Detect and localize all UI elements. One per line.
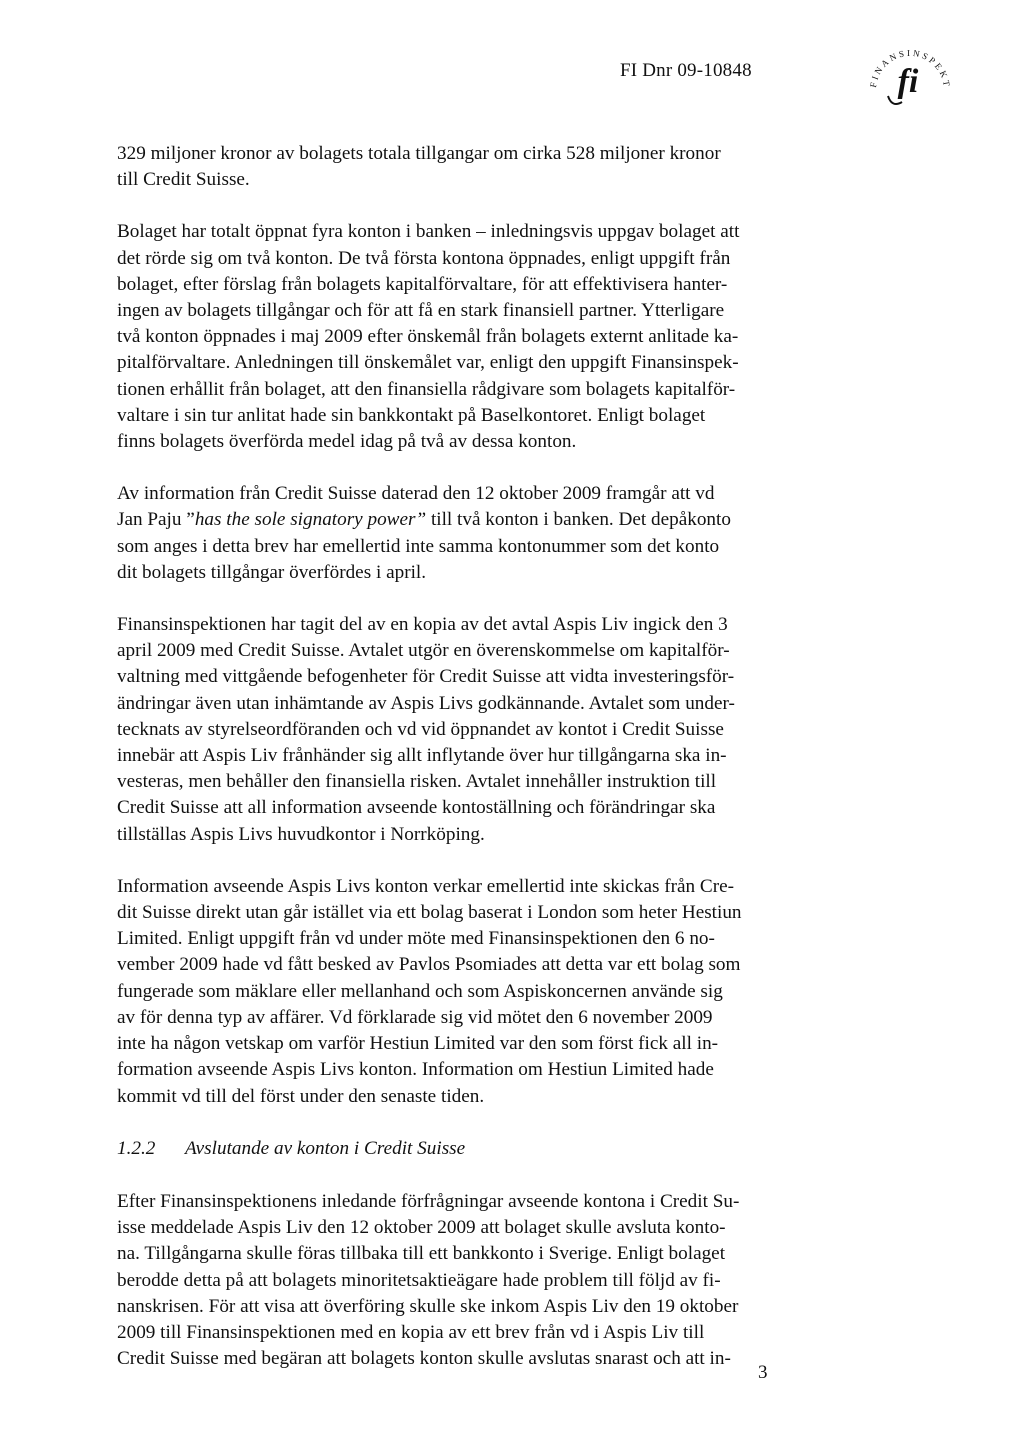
- text-line: vember 2009 hade vd fått besked av Pavlos Psomiades att detta var ett bolag som: [117, 954, 741, 976]
- paragraph-4: [117, 612, 789, 848]
- section-number: 1.2.2: [117, 1137, 156, 1159]
- text-line: två konton öppnades i maj 2009 efter önskemål från bolagets externt anlitade ka-: [117, 326, 739, 348]
- text-line: Efter Finansinspektionens inledande förfrågningar avseende kontona i Credit Su-: [117, 1190, 740, 1212]
- section-title: Avslutande av konton i Credit Suisse: [185, 1137, 466, 1159]
- paragraph-3: [117, 481, 789, 586]
- text-segment: Jan Paju ”: [117, 509, 195, 531]
- section-heading: [117, 1136, 789, 1162]
- text-line: dit Suisse direkt utan går istället via ett bolag baserat i London som heter Hestiun: [117, 902, 742, 924]
- paragraph-5: [117, 874, 789, 1110]
- text-line: inte ha någon vetskap om varför Hestiun Limited var den som först fick all in-: [117, 1033, 719, 1055]
- svg-text:fi: fi: [897, 63, 919, 100]
- text-line: finns bolagets överförda medel idag på två av dessa konton.: [117, 431, 577, 453]
- fi-logo-icon: [862, 28, 956, 122]
- svg-text:FINANSINSPEKTIONEN: FINANSINSPEKT: [867, 47, 953, 90]
- text-line: bolaget, efter förslag från bolagets kapitalförvaltare, för att effektivisera hanter-: [117, 273, 728, 295]
- quoted-phrase: has the sole signatory power”: [194, 509, 427, 531]
- text-line: av för denna typ av affärer. Vd förklarade sig vid mötet den 6 november 2009: [117, 1006, 713, 1028]
- text-line: Finansinspektionen har tagit del av en kopia av det avtal Aspis Liv ingick den 3: [117, 614, 728, 636]
- text-line: tecknats av styrelseordföranden och vd vid öppnandet av kontot i Credit Suisse: [117, 718, 724, 740]
- document-reference: FI Dnr 09-10848: [620, 60, 752, 81]
- text-line: berodde detta på att bolagets minoritetsaktieägare hade problem till följd av fi-: [117, 1269, 721, 1291]
- text-line: na. Tillgångarna skulle föras tillbaka till ett bankkonto i Sverige. Enligt bolaget: [117, 1243, 726, 1265]
- text-line: isse meddelade Aspis Liv den 12 oktober 2009 att bolaget skulle avsluta konto-: [117, 1217, 726, 1239]
- text-line: valtare i sin tur anlitat hade sin bankkontakt på Baselkontoret. Enligt bolaget: [117, 404, 706, 426]
- text-line: som anges i detta brev har emellertid inte samma kontonummer som det konto: [117, 535, 720, 557]
- text-line: 329 miljoner kronor av bolagets totala tillgangar om cirka 528 miljoner kronor: [117, 143, 721, 164]
- text-line: Credit Suisse att all information avseende kontoställning och förändringar ska: [117, 797, 716, 819]
- text-line-with-quote: [117, 507, 789, 533]
- text-line: vesteras, men behåller den finansiella risken. Avtalet innehåller instruktion till: [117, 771, 717, 793]
- paragraph-6: [117, 1189, 789, 1372]
- text-line: till Credit Suisse.: [117, 169, 250, 191]
- text-line: Bolaget har totalt öppnat fyra konton i banken – inledningsvis uppgav bolaget att: [117, 221, 740, 243]
- text-line: 2009 till Finansinspektionen med en kopia av ett brev från vd i Aspis Liv till: [117, 1321, 705, 1343]
- text-line: Limited. Enligt uppgift från vd under möte med Finansinspektionen den 6 no-: [117, 928, 715, 950]
- document-body: [117, 141, 789, 1398]
- page-number: 3: [758, 1362, 768, 1383]
- text-line: tionen erhållit från bolaget, att den finansiella rådgivare som bolagets kapitalför-: [117, 378, 736, 400]
- text-line: kommit vd till del först under den senaste tiden.: [117, 1085, 485, 1107]
- finansinspektionen-logo: [862, 28, 956, 122]
- text-line: Credit Suisse med begäran att bolagets konton skulle avslutas snarast och att in-: [117, 1348, 731, 1370]
- text-line: det rörde sig om två konton. De två första kontona öppnades, enligt uppgift från: [117, 247, 731, 269]
- text-line: ingen av bolagets tillgångar och för att få en stark finansiell partner. Ytterligare: [117, 300, 725, 322]
- text-line: Av information från Credit Suisse daterad den 12 oktober 2009 framgår att vd: [117, 483, 715, 505]
- text-segment: till två konton i banken. Det depåkonto: [426, 509, 731, 531]
- text-line: formation avseende Aspis Livs konton. Information om Hestiun Limited hade: [117, 1059, 714, 1081]
- text-line: tillställas Aspis Livs huvudkontor i Norrköping.: [117, 823, 485, 845]
- text-line: valtning med vittgående befogenheter för Credit Suisse att vidta investeringsför-: [117, 666, 735, 688]
- text-line: pitalförvaltare. Anledningen till önskemålet var, enligt den uppgift Finansinspek-: [117, 352, 739, 374]
- text-line: nanskrisen. För att visa att överföring skulle ske inkom Aspis Liv den 19 oktober: [117, 1295, 739, 1317]
- text-line: fungerade som mäklare eller mellanhand och som Aspiskoncernen använde sig: [117, 980, 723, 1002]
- text-line: Information avseende Aspis Livs konton verkar emellertid inte skickas från Cre-: [117, 875, 735, 897]
- paragraph-2: [117, 219, 789, 455]
- text-line: april 2009 med Credit Suisse. Avtalet utgör en överenskommelse om kapitalför-: [117, 640, 730, 662]
- text-line: dit bolagets tillgångar överfördes i april.: [117, 561, 427, 583]
- text-line: innebär att Aspis Liv frånhänder sig allt inflytande över hur tillgångarna ska in-: [117, 745, 727, 767]
- paragraph-1: [117, 141, 789, 193]
- text-line: ändringar även utan inhämtande av Aspis Livs godkännande. Avtalet som under-: [117, 692, 735, 714]
